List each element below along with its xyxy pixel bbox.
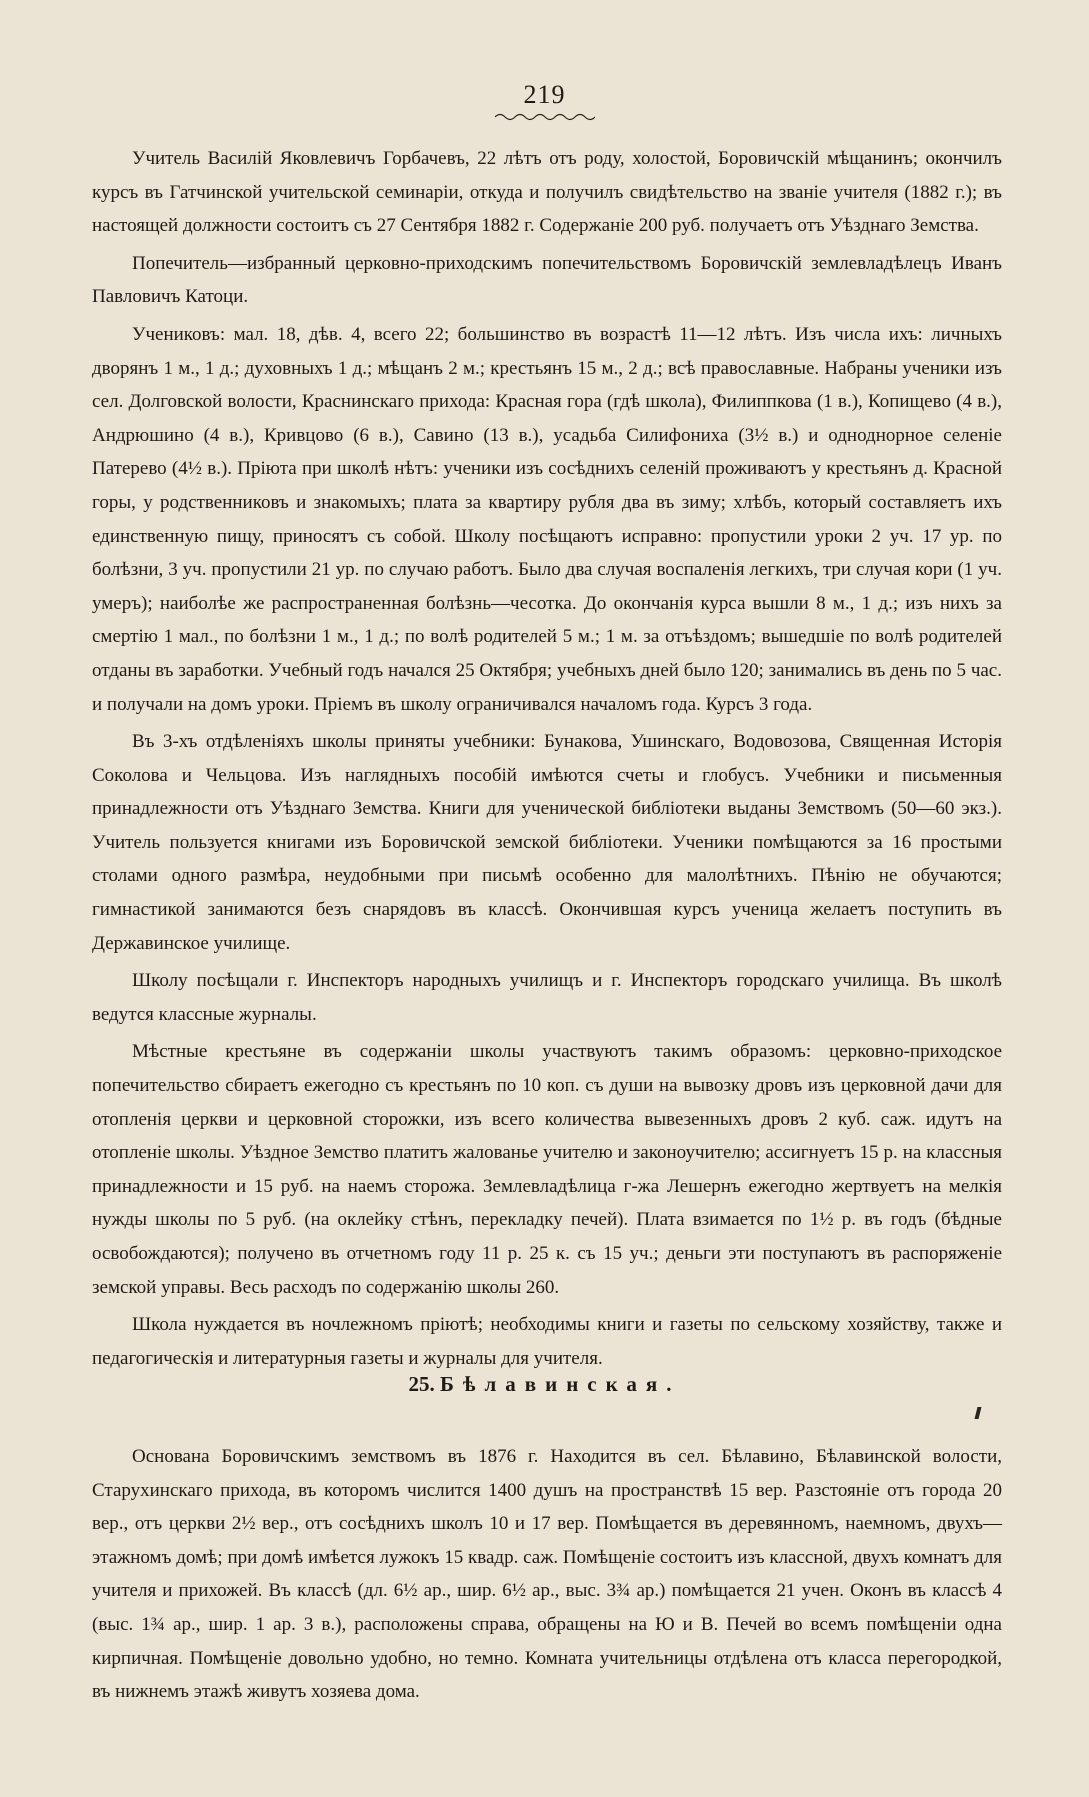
paragraph-trustee: Попечитель—избранный церковно-приходскимъ попечительствомъ Боровичскій землевладѣлецъ Иванъ Павловичъ Катоци. <box>92 252 1002 308</box>
ink-mark <box>975 1407 982 1419</box>
paragraph-textbooks: Въ 3-хъ отдѣленіяхъ школы приняты учебники: Бунакова, Ушинскаго, Водовозова, Священная Исторія Соколова и Чельцова. Изъ наглядныхъ пособій имѣются счеты и глобусъ. Учебники и письменныя принадлежности отъ Уѣзднаго Земства. Книги для ученической библіотеки выданы Земствомъ (50—60 экз.). Учитель пользуется книгами изъ Боровичской земской библіотеки. Ученики помѣщаются за 16 простыми столами одного размѣра, неудобными при письмѣ особенно для малолѣтнихъ. Пѣнію не обучаются; гимнастикой занимаются безъ снарядовъ въ классѣ. Окончившая курсъ ученица желаетъ поступить въ Державинское училище. <box>92 731 1002 954</box>
paragraph-teacher: Учитель Василій Яковлевичъ Горбачевъ, 22 лѣтъ отъ роду, холостой, Боровичскій мѣщанинъ; окончилъ курсъ въ Гатчинской учительской семинаріи, откуда и получилъ свидѣтельство на званіе учителя (1882 г.); въ настоящей должности состоитъ съ 27 Сентября 1882 г. Содержаніе 200 руб. получаетъ отъ Уѣзднаго Земства. <box>92 148 1002 237</box>
section-number: 25. <box>408 1372 435 1396</box>
ornament-divider <box>0 112 1089 122</box>
paragraph-pupils: Учениковъ: мал. 18, дѣв. 4, всего 22; большинство въ возрастѣ 11—12 лѣтъ. Изъ числа ихъ: личныхъ дворянъ 1 м., 1 д.; духовныхъ 1 д.; мѣщанъ 2 м.; крестьянъ 15 м., 2 д.; всѣ православные. Набраны ученики изъ сел. Долговской волости, Краснинскаго прихода: Красная гора (гдѣ школа), Филиппкова (1 в.), Копищево (4 в.), Андрюшино (4 в.), Кривцово (6 в.), Савино (13 в.), усадьба Силифониха (3½ в.) и одноднорное селеніе Патерево (4½ в.). Пріюта при школѣ нѣтъ: ученики изъ сосѣднихъ селеній проживаютъ у крестьянъ д. Красной горы, у родственниковъ и знакомыхъ; плата за квартиру рубля два въ зиму; хлѣбъ, который составляетъ ихъ единственную пищу, приносятъ съ собой. Школу посѣщаютъ исправно: пропустили уроки 2 уч. 17 ур. по болѣзни, 3 уч. пропустили 21 ур. по случаю работъ. Было два случая воспаленія легкихъ, три случая кори (1 уч. умеръ); наиболѣе же распространенная болѣзнь—чесотка. До окончанія курса вышли 8 м., 1 д.; изъ нихъ за смертію 1 мал., по болѣзни 1 м., 1 д.; по волѣ родителей 5 м.; 1 м. за отъѣздомъ; вышедшіе по волѣ родителей отданы въ заработки. Учебный годъ начался 25 Октября; учебныхъ дней было 120; занимались въ день по 5 час. и получали на домъ уроки. Пріемъ въ школу ограничивался началомъ года. Курсъ 3 года. <box>92 323 1002 715</box>
body-text-section <box>92 1440 1002 1713</box>
paragraph-inspectors: Школу посѣщали г. Инспекторъ народныхъ училищъ и г. Инспекторъ городскаго училища. Въ школѣ ведутся классные журналы. <box>92 970 1002 1025</box>
paragraph-belavino: Основана Боровичскимъ земствомъ въ 1876 г. Находится въ сел. Бѣлавино, Бѣлавинской волости, Старухинскаго прихода, въ которомъ числится 1400 душъ на пространствѣ 15 вер. Разстояніе отъ города 20 вер., отъ церкви 2½ вер., отъ сосѣднихъ школъ 10 и 17 вер. Помѣщается въ деревянномъ, наемномъ, двухъ—этажномъ домѣ; при домѣ имѣется лужокъ 15 квадр. саж. Помѣщеніе состоитъ изъ классной, двухъ комнатъ для учителя и прихожей. Въ классѣ (дл. 6½ ар., шир. 6½ ар., выс. 3¾ ар.) помѣщается 21 учен. Оконъ въ классѣ 4 (выс. 1¾ ар., шир. 1 ар. 3 в.), расположены справа, обращены на Ю и В. Печей во всемъ помѣщеніи одна кирпичная. Помѣщеніе довольно удобно, но темно. Комната учительницы отдѣлена отъ класса перегородкой, въ нижнемъ этажѣ живутъ хозяева дома. <box>92 1446 1002 1703</box>
section-heading <box>0 1372 1089 1397</box>
section-title: Бѣлавинская. <box>439 1372 681 1396</box>
paragraph-needs: Школа нуждается въ ночлежномъ пріютѣ; необходимы книги и газеты по сельскому хозяйству, также и педагогическія и литературныя газеты и журналы для учителя. <box>92 1314 1002 1369</box>
page-number: 219 <box>523 80 566 109</box>
body-text <box>92 142 1002 1379</box>
paragraph-funding: Мѣстные крестьяне въ содержаніи школы участвуютъ такимъ образомъ: церковно-приходское попечительство сбираетъ ежегодно съ крестьянъ по 10 коп. съ души на вывозку дровъ изъ церковной дачи для отопленія церкви и церковной сторожки, изъ всего количества вывезенныхъ дровъ 2 куб. саж. идутъ на отопленіе школы. Уѣздное Земство платитъ жалованье учителю и законоучителю; ассигнуетъ 15 р. на классныя принадлежности и 15 руб. на наемъ сторожа. Землевладѣлица г-жа Лешернъ ежегодно жертвуетъ на мелкія нужды школы по 5 руб. (на оклейку стѣнъ, перекладку печей). Плата взимается по 1½ р. въ годъ (бѣдные освобождаются); получено въ отчетномъ году 11 р. 25 к. съ 15 уч.; деньги эти поступаютъ въ распоряженіе земской управы. Весь расходъ по содержанію школы 260. <box>92 1041 1002 1298</box>
